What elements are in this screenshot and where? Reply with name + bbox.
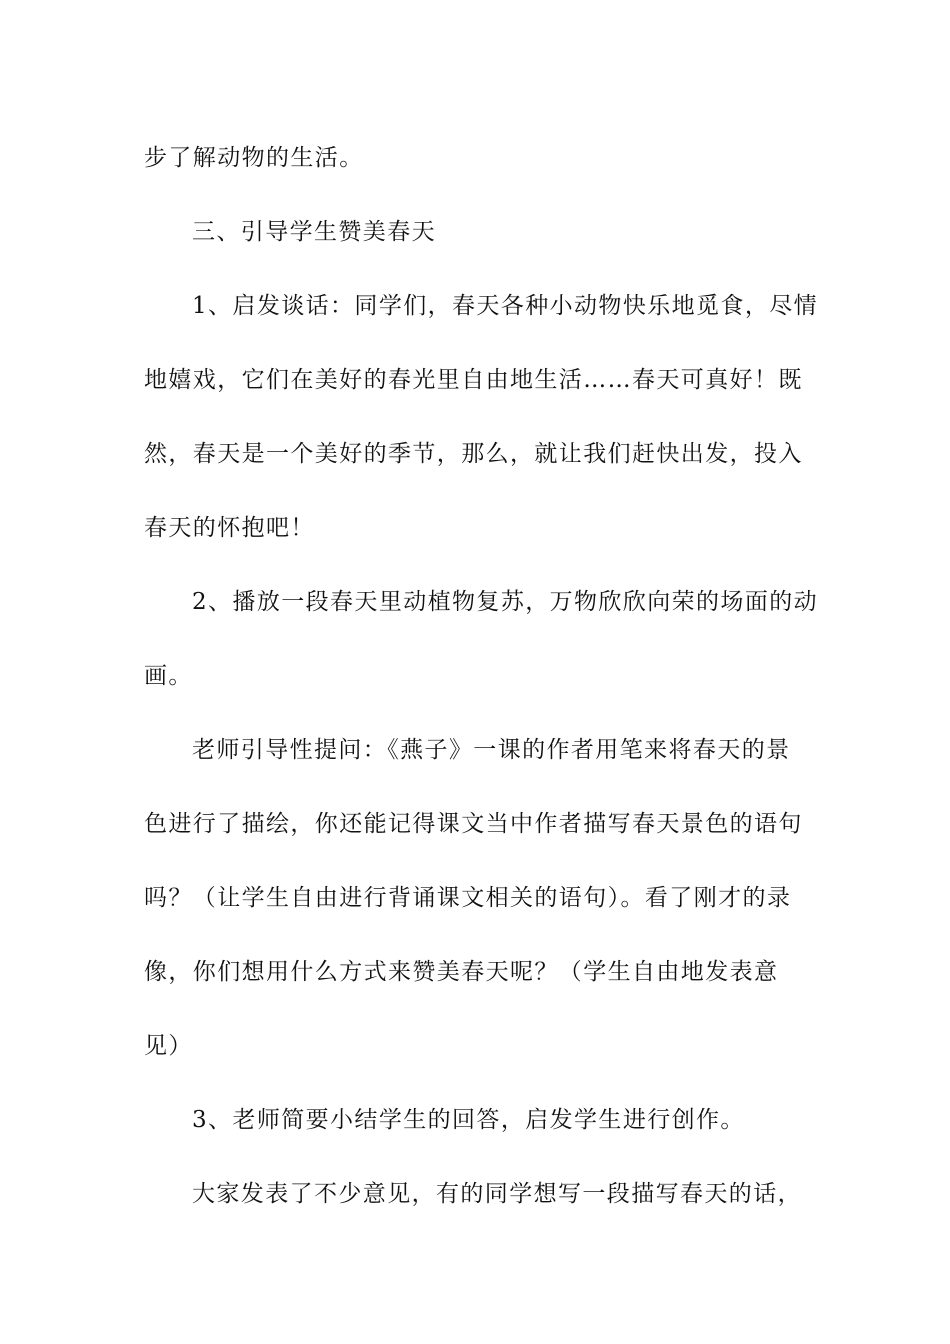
section-heading: 三、引导学生赞美春天 — [192, 219, 436, 245]
text-line: 见） — [144, 1033, 193, 1059]
text-line: 1、启发谈话：同学们，春天各种小动物快乐地觅食，尽情 — [192, 293, 819, 319]
document-body — [144, 121, 819, 1231]
text-line: 画。 — [144, 663, 193, 689]
text-line: 老师引导性提问：《燕子》一课的作者用笔来将春天的景 — [192, 737, 791, 763]
text-line: 然，春天是一个美好的季节，那么，就让我们赶快出发，投入 — [144, 441, 803, 467]
text-line: 像，你们想用什么方式来赞美春天呢？（学生自由地发表意 — [144, 959, 779, 985]
text-line: 春天的怀抱吧！ — [144, 515, 315, 541]
text-line: 3、老师简要小结学生的回答，启发学生进行创作。 — [192, 1107, 745, 1133]
text-line: 大家发表了不少意见，有的同学想写一段描写春天的话， — [192, 1181, 802, 1207]
text-line: 地嬉戏，它们在美好的春光里自由地生活……春天可真好！既 — [144, 367, 803, 393]
text-line: 色进行了描绘，你还能记得课文当中作者描写春天景色的语句 — [144, 811, 803, 837]
text-line: 步了解动物的生活。 — [144, 145, 364, 171]
text-line: 吗？（让学生自由进行背诵课文相关的语句）。看了刚才的录 — [144, 885, 792, 911]
text-line: 2、播放一段春天里动植物复苏，万物欣欣向荣的场面的动 — [192, 589, 819, 615]
